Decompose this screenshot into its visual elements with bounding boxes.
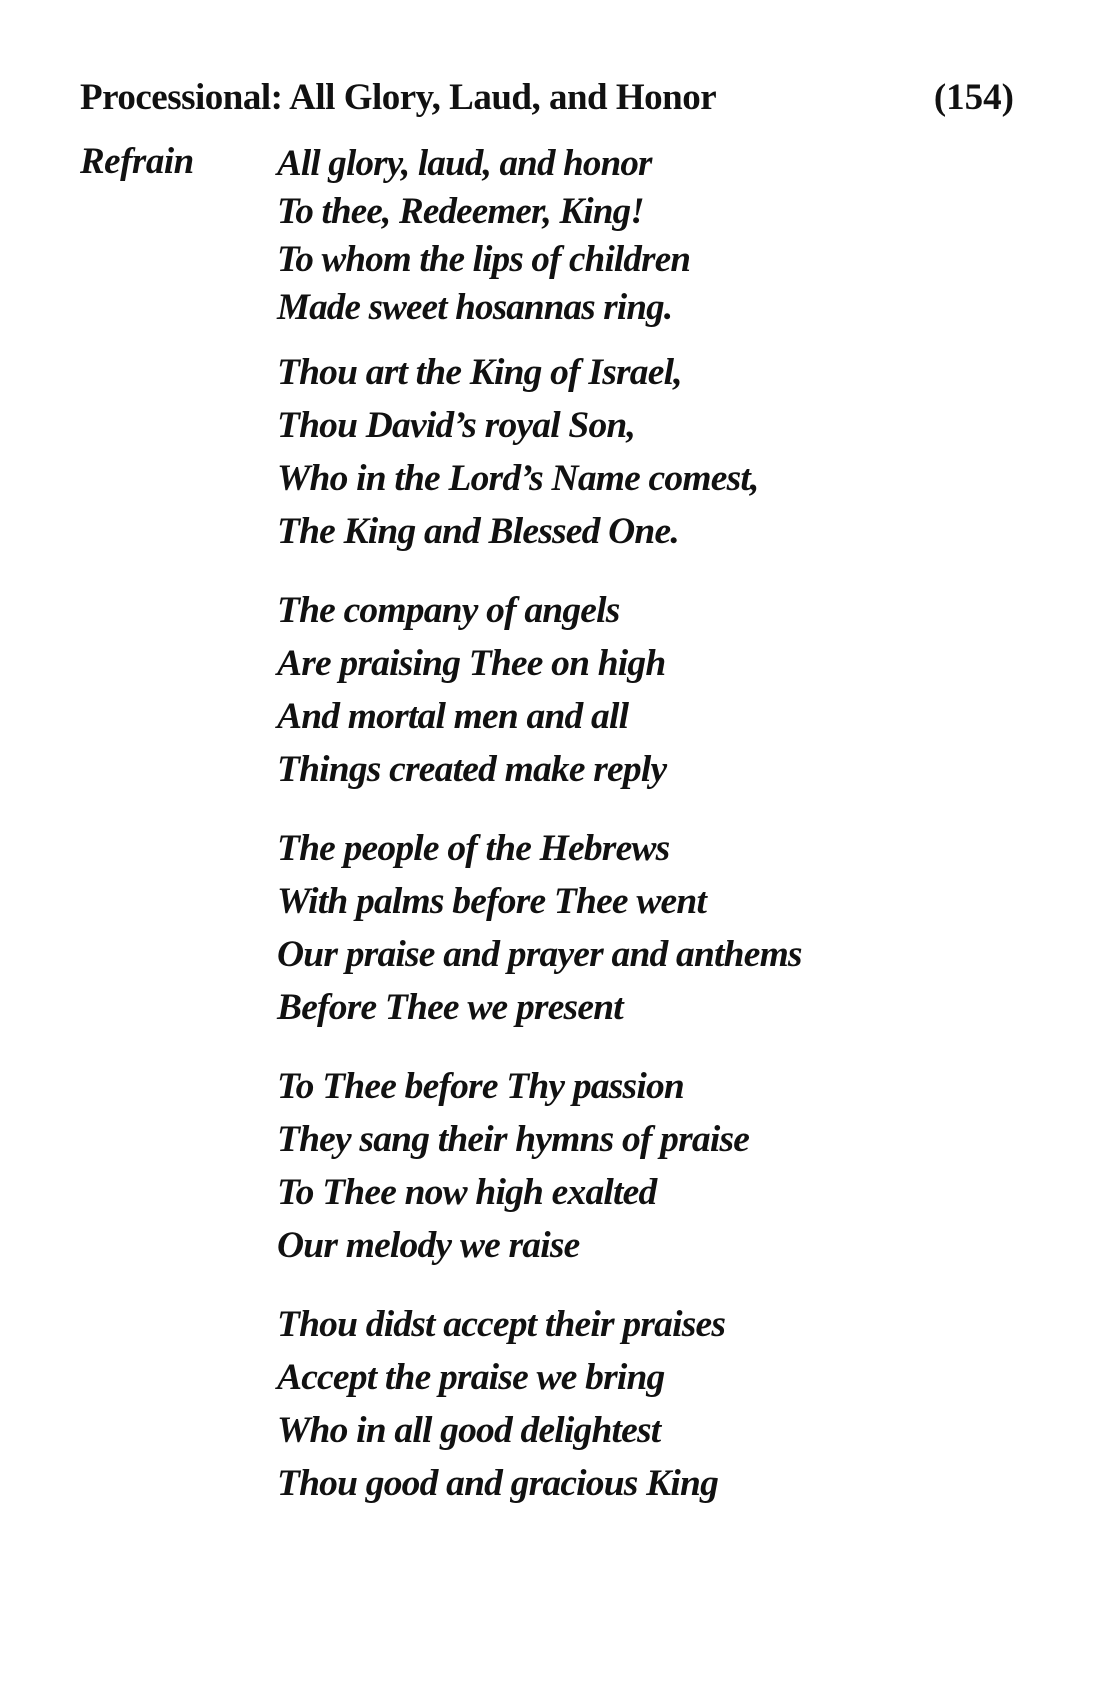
stanza-line: Thou good and gracious King bbox=[277, 1463, 719, 1504]
refrain-label: Refrain bbox=[80, 141, 194, 182]
stanza-line: Who in the Lord’s Name comest, bbox=[277, 458, 759, 499]
verse-stanza bbox=[277, 1298, 1037, 1510]
hymn-number: (154) bbox=[933, 77, 1014, 118]
stanza-line: They sang their hymns of praise bbox=[277, 1119, 750, 1160]
verse-stanza bbox=[277, 1060, 1037, 1272]
stanza-line: The King and Blessed One. bbox=[277, 511, 679, 552]
verse-stanza bbox=[277, 822, 1037, 1034]
stanza-line: The people of the Hebrews bbox=[277, 828, 670, 869]
stanza-line: Thou David’s royal Son, bbox=[277, 405, 636, 446]
stanza-line: Before Thee we present bbox=[277, 987, 623, 1028]
verse-stanza bbox=[277, 584, 1037, 796]
stanza-line: Thou didst accept their praises bbox=[277, 1304, 726, 1345]
stanza-line: Thou art the King of Israel, bbox=[277, 352, 682, 393]
refrain-stanza bbox=[277, 140, 1037, 332]
hymn-title: Processional: All Glory, Laud, and Honor bbox=[80, 77, 717, 118]
stanza-line: Our praise and prayer and anthems bbox=[277, 934, 802, 975]
stanza-line: Made sweet hosannas ring. bbox=[277, 287, 673, 328]
stanza-line: Who in all good delightest bbox=[277, 1410, 661, 1451]
stanza-line: To Thee before Thy passion bbox=[277, 1066, 684, 1107]
hymn-verses bbox=[277, 140, 1037, 1536]
stanza-line: With palms before Thee went bbox=[277, 881, 707, 922]
hymn-header bbox=[80, 76, 1014, 126]
stanza-line: The company of angels bbox=[277, 590, 620, 631]
stanza-line: Our melody we raise bbox=[277, 1225, 580, 1266]
stanza-line: And mortal men and all bbox=[277, 696, 629, 737]
stanza-line: To whom the lips of children bbox=[277, 239, 691, 280]
stanza-line: All glory, laud, and honor bbox=[277, 143, 652, 184]
stanza-line: Are praising Thee on high bbox=[277, 643, 666, 684]
stanza-line: To Thee now high exalted bbox=[277, 1172, 657, 1213]
verse-stanza bbox=[277, 346, 1037, 558]
stanza-line: Things created make reply bbox=[277, 749, 667, 790]
stanza-line: To thee, Redeemer, King! bbox=[277, 191, 644, 232]
stanza-line: Accept the praise we bring bbox=[277, 1357, 665, 1398]
